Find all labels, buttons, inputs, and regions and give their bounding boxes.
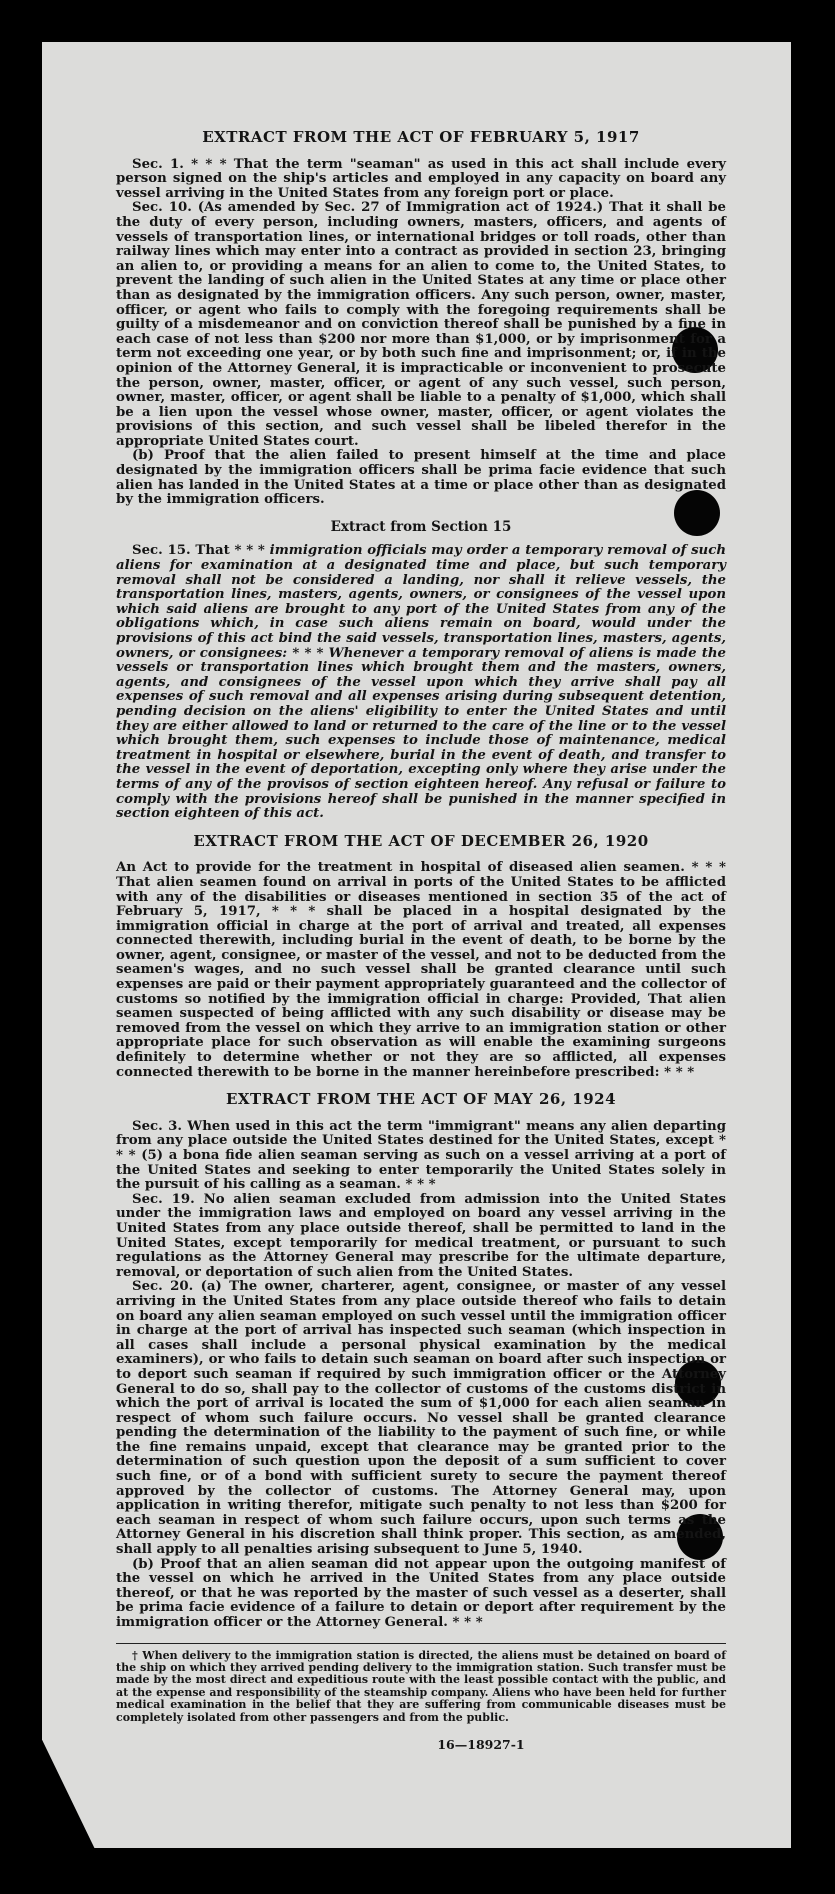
- form-code: 16—18927-1: [437, 1737, 525, 1753]
- sec-15-lead: Sec. 15. That * * *: [132, 543, 270, 559]
- sec-20b-paragraph: (b) Proof that an alien seaman did not appear upon the outgoing manifest of the vessel on which he arrived in the United States from any place outside thereof, or that he was reported by the master of such vessel as a deserter, shall be prima facie evidence of a failure to detain or deport after requirement by the immigration officer or the Attorney General. * * *: [116, 1556, 726, 1630]
- act-1920-paragraph: An Act to provide for the treatment in hospital of diseased alien seamen. * * * That alien seamen found on arrival in ports of the United States to be afflicted with any of the disabilities or diseases mentioned in section 35 of the act of February 5, 1917, * * * shall be placed in a hospital designated by the immigration official in charge at the port of arrival and treated, all expenses connected therewith, including burial in the event of death, to be borne by the owner, agent, consignee, or master of the vessel, and not to be deducted from the seamen's wages, and no such vessel shall be granted clearance until such expenses are paid or their payment appropriately guaranteed and the collector of customs so notified by the immigration official in charge: Provided, That alien seamen suspected of being afflicted with any such disability or disease may be removed from the vessel on which they arrive to an immigration station or other appropriate place for such observation as will enable the examining surgeons definitely to determine whether or not they are so afflicted, all expenses connected therewith to be borne in the manner hereinbefore prescribed: * * *: [116, 860, 726, 1080]
- sec-10b-paragraph: (b) Proof that the alien failed to present himself at the time and place designated by the immigration officers shall be prima facie evidence that such alien has landed in the United States at a time or place other than as designated by the immigration officers.: [116, 448, 726, 508]
- footnote: † When delivery to the immigration station is directed, the aliens must be detained on board of the ship on which they arrived pending delivery to the immigration station. Such transfer must be made by the most direct and expeditious route with the least possible contact with the public, and at the expense and responsibility of the steamship company. Aliens who have been held for further medical examination in the belief that they are suffering from communicable diseases must be completely isolated from other passengers and from the public.: [116, 1648, 726, 1724]
- act-1924-section: [116, 1092, 726, 1630]
- sec-15-italic-text: immigration officials may order a temporary removal of such aliens for examination at a designated time and place, but such temporary removal shall not be considered a landing, nor shall it relieve vessels, the transportation lines, masters, agents, owners, or consignees of the vessel upon which said aliens are brought to any port of the United States from any of the obligations which, in case such aliens remain on board, would under the provisions of this act bind the said vessels, transportation lines, masters, agents, owners, or consignees: * * * Whenever a temporary removal of aliens is made the vessels or transportation lines which brought them and the masters, owners, agents, and consignees of the vessel upon which they arrive shall pay all expenses of such removal and all expenses arising during subsequent detention, pending decision on the aliens' eligibility to enter the United States and until they are either allowed to land or returned to the care of the line or to the vessel which brought them, such expenses to include those of maintenance, medical treatment in hospital or elsewhere, burial in the event of death, and transfer to the vessel in the event of deportation, excepting only where they arise under the terms of any of the provisos of section eighteen hereof. Any refusal or failure to comply with the provisions hereof shall be punished in the manner specified in section eighteen of this act.: [116, 543, 726, 822]
- sec-15-paragraph: [116, 544, 726, 821]
- act-1917-heading: EXTRACT FROM THE ACT OF FEBRUARY 5, 1917: [202, 128, 640, 146]
- act-1917-section: [116, 130, 726, 508]
- sec-20a-paragraph: Sec. 20. (a) The owner, charterer, agent, consignee, or master of any vessel arriving in the United States from any place outside thereof who fails to detain on board any alien seaman employed on such vessel until the immigration officer in charge at the port of arrival has inspected such seaman (which inspection in all cases shall include a personal physical examination by the medical examiners), or who fails to detain such seaman on board after such inspection or to deport such seaman if required by such immigration officer or the Attorney General to do so, shall pay to the collector of customs of the customs district in which the port of arrival is located the sum of $1,000 for each alien seaman in respect of whom such failure occurs. No vessel shall be granted clearance pending the determination of the liability to the payment of such fine, or while the fine remains unpaid, except that clearance may be granted prior to the determination of such question upon the deposit of a sum sufficient to cover such fine, or of a bond with sufficient surety to secure the payment thereof approved by the collector of customs. The Attorney General may, upon application in writing therefor, mitigate such penalty to not less than $200 for each seaman in respect of whom such failure occurs, upon such terms as the Attorney General in his discretion shall think proper. This section, as amended, shall apply to all penalties arising subsequent to June 5, 1940.: [116, 1279, 726, 1558]
- act-1924-heading: EXTRACT FROM THE ACT OF MAY 26, 1924: [225, 1090, 617, 1109]
- act-1920-heading: EXTRACT FROM THE ACT OF DECEMBER 26, 1920: [193, 831, 649, 850]
- sec-10-paragraph: Sec. 10. (As amended by Sec. 27 of Immigration act of 1924.) That it shall be the duty of every person, including owners, masters, officers, and agents of vessels of transportation lines, or international bridges or toll roads, other than railway lines which may enter into a contract as provided in section 23, bringing an alien to, or providing a means for an alien to come to, the United States, to prevent the landing of such alien in the United States at any time or place other than as designated by the immigration officers. Any such person, owner, master, officer, or agent who fails to comply with the foregoing requirements shall be guilty of a misdemeanor and on conviction thereof shall be punished by a fine in each case of not less than $200 nor more than $1,000, or by imprisonment for a term not exceeding one year, or by both such fine and imprisonment; or, if in the opinion of the Attorney General, it is impracticable or inconvenient to prosecute the person, owner, master, officer, or agent of any such vessel, such person, owner, master, officer, or agent shall be liable to a penalty of $1,000, which shall be a lien upon the vessel whose owner, master, officer, or agent violates the provisions of this section, and such vessel shall be libeled therefor in the appropriate United States court.: [116, 200, 726, 449]
- section-15-extract: [116, 520, 726, 822]
- sec-1-paragraph: Sec. 1. * * * That the term "seaman" as used in this act shall include every person signed on the ship's articles and employed in any capacity on board any vessel arriving in the United States from any foreign port or place.: [116, 156, 726, 201]
- act-1920-section: [116, 831, 726, 1081]
- footnote-divider: [116, 1643, 726, 1644]
- sec-19-paragraph: Sec. 19. No alien seaman excluded from admission into the United States under the immigration laws and employed on board any vessel arriving in the United States from any place outside thereof, shall be permitted to land in the United States, except temporarily for medical treatment, or pursuant to such regulations as the Attorney General may prescribe for the ultimate departure, removal, or deportation of such alien from the United States.: [116, 1191, 726, 1280]
- sec-3-paragraph: Sec. 3. When used in this act the term "immigrant" means any alien departing from any place outside the United States destined for the United States, except * * * (5) a bona fide alien seaman serving as such on a vessel arriving at a port of the United States and seeking to enter temporarily the United States solely in the pursuit of his calling as a seaman. * * *: [116, 1118, 726, 1193]
- section-15-heading: Extract from Section 15: [330, 518, 512, 535]
- document-body: [116, 130, 726, 1753]
